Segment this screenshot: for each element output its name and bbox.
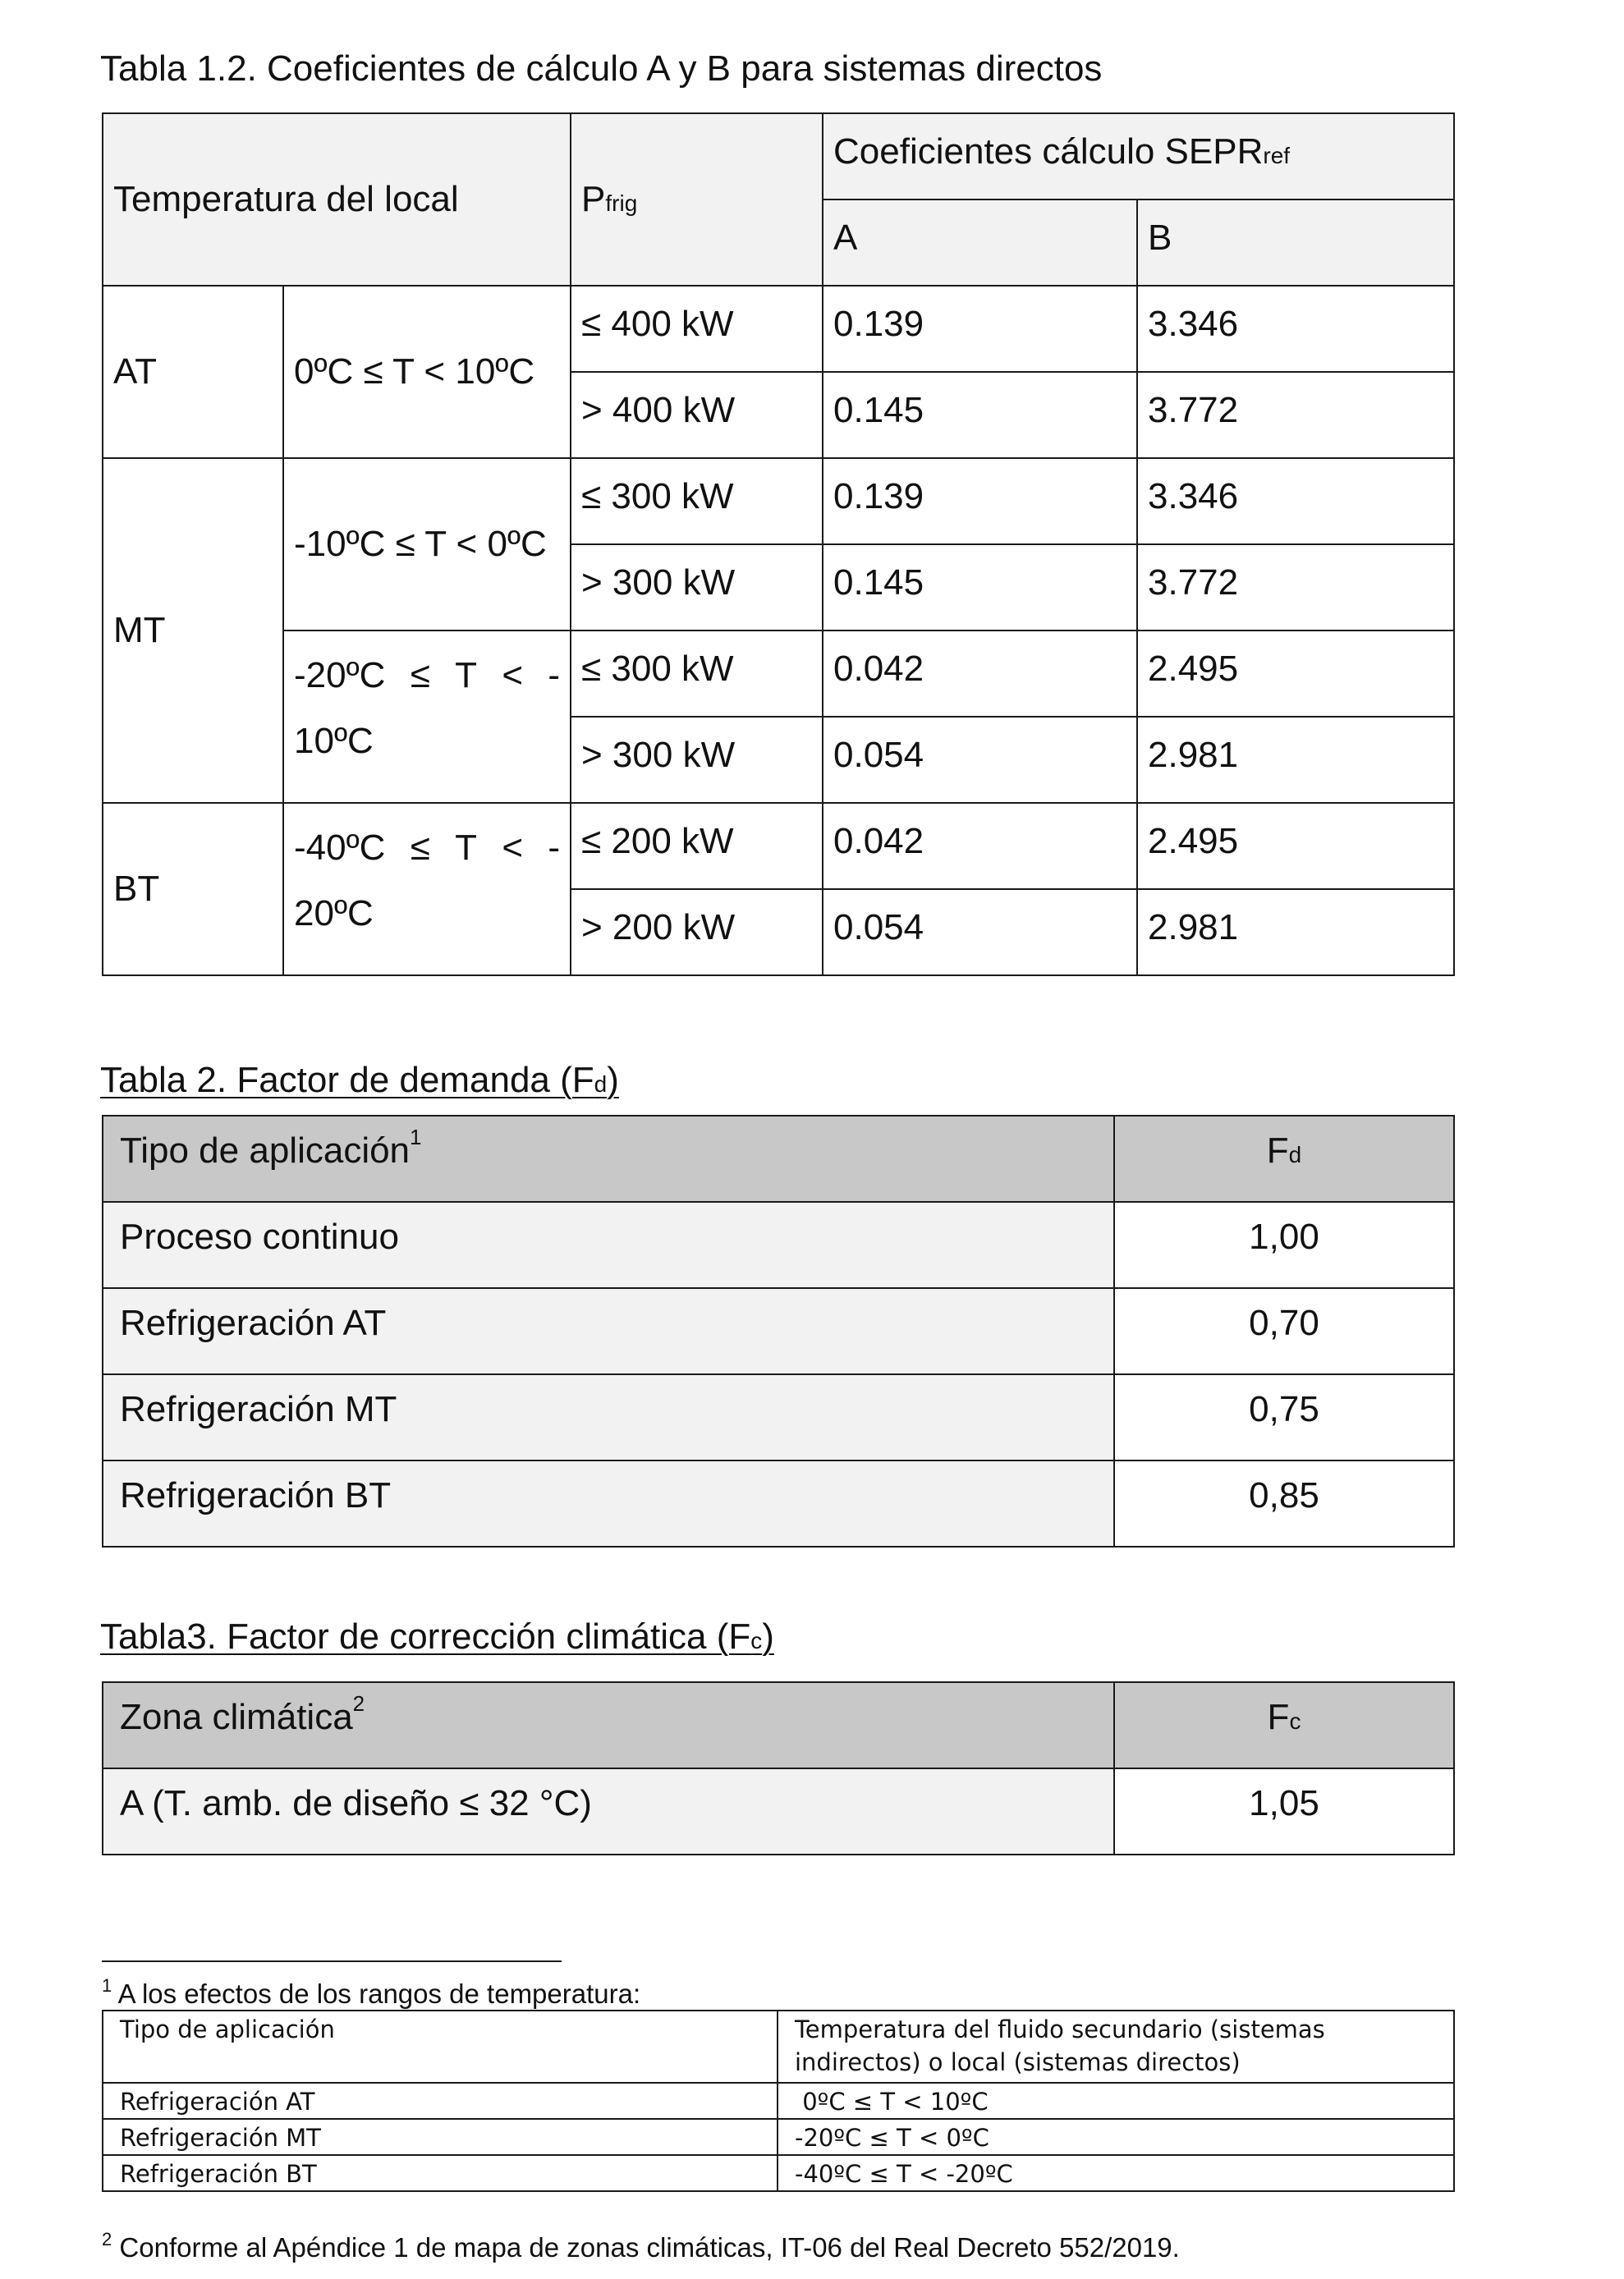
header-coeficientes: Coeficientes cálculo SEPRref: [823, 113, 1454, 199]
fn-header-temperatura: Temperatura del fluido secundario (sistemas indirectos) o local (sistemas directos): [778, 2011, 1454, 2083]
coef-a-cell: 0.139: [823, 286, 1137, 372]
table2-caption: Tabla 2. Factor de demanda (Fd): [100, 1060, 619, 1100]
coef-b-cell: 3.346: [1137, 458, 1454, 544]
pfrig-cell: > 300 kW: [571, 717, 823, 803]
header-temperatura-del-local: Temperatura del local: [103, 113, 571, 286]
pfrig-cell: ≤ 300 kW: [571, 458, 823, 544]
coef-a-cell: 0.145: [823, 372, 1137, 458]
range-at: 0ºC ≤ T < 10ºC: [283, 286, 571, 458]
demand-factor-table: [102, 1115, 1455, 1548]
fn-tipo-cell: Refrigeración BT: [103, 2155, 778, 2191]
coef-b-cell: 3.772: [1137, 544, 1454, 631]
header-tipo-aplicacion: Tipo de aplicación$^1$: [103, 1116, 1114, 1202]
header-fc: Fc: [1114, 1682, 1454, 1768]
range-mt2: -20ºC ≤ T < - 10ºC: [283, 631, 571, 803]
footnote-1-text: $^1$ A los efectos de los rangos de temperatura:: [102, 1975, 641, 2009]
coef-a-cell: 0.139: [823, 458, 1137, 544]
footnote-separator: [102, 1960, 562, 1962]
application-label: Refrigeración BT: [103, 1460, 1114, 1547]
pfrig-cell: > 300 kW: [571, 544, 823, 631]
group-mt: MT: [103, 458, 283, 803]
table3-caption: Tabla3. Factor de corrección climática (Fc): [100, 1616, 774, 1657]
range-mt1: -10ºC ≤ T < 0ºC: [283, 458, 571, 631]
pfrig-cell: ≤ 300 kW: [571, 631, 823, 717]
fn-header-tipo: Tipo de aplicación: [103, 2011, 778, 2083]
group-bt: BT: [103, 803, 283, 975]
coef-b-cell: 3.346: [1137, 286, 1454, 372]
fd-value: 0,75: [1114, 1374, 1454, 1460]
coef-b-cell: 2.495: [1137, 631, 1454, 717]
coef-b-cell: 2.981: [1137, 889, 1454, 975]
zone-label: A (T. amb. de diseño ≤ 32 °C): [103, 1768, 1114, 1855]
fc-value: 1,05: [1114, 1768, 1454, 1855]
coef-b-cell: 3.772: [1137, 372, 1454, 458]
header-zona-climatica: Zona climática$^2$: [103, 1682, 1114, 1768]
pfrig-cell: > 200 kW: [571, 889, 823, 975]
application-label: Refrigeración MT: [103, 1374, 1114, 1460]
coefficients-table: [102, 112, 1455, 976]
pfrig-cell: ≤ 400 kW: [571, 286, 823, 372]
header-fd: Fd: [1114, 1116, 1454, 1202]
coef-b-cell: 2.981: [1137, 717, 1454, 803]
coef-a-cell: 0.145: [823, 544, 1137, 631]
climate-correction-table: [102, 1681, 1455, 1855]
footnote-2-text: $^2$ Conforme al Apéndice 1 de mapa de zonas climáticas, IT-06 del Real Decreto 552/2019.: [102, 2229, 1180, 2263]
coef-a-cell: 0.042: [823, 803, 1137, 889]
fn-temp-cell: 0ºC ≤ T < 10ºC: [778, 2083, 1454, 2119]
application-label: Refrigeración AT: [103, 1288, 1114, 1374]
coef-a-cell: 0.054: [823, 717, 1137, 803]
group-at: AT: [103, 286, 283, 458]
fd-value: 0,70: [1114, 1288, 1454, 1374]
fn-temp-cell: -20ºC ≤ T < 0ºC: [778, 2119, 1454, 2155]
coef-a-cell: 0.042: [823, 631, 1137, 717]
application-label: Proceso continuo: [103, 1202, 1114, 1288]
coef-a-cell: 0.054: [823, 889, 1137, 975]
pfrig-cell: > 400 kW: [571, 372, 823, 458]
fd-value: 1,00: [1114, 1202, 1454, 1288]
table1-caption: Tabla 1.2. Coeficientes de cálculo A y B para sistemas directos: [100, 48, 1103, 89]
temperature-ranges-table: [102, 2010, 1455, 2192]
range-bt: -40ºC ≤ T < - 20ºC: [283, 803, 571, 975]
header-pfrig: Pfrig: [571, 113, 823, 286]
pfrig-cell: ≤ 200 kW: [571, 803, 823, 889]
fn-tipo-cell: Refrigeración AT: [103, 2083, 778, 2119]
fd-value: 0,85: [1114, 1460, 1454, 1547]
coef-b-cell: 2.495: [1137, 803, 1454, 889]
header-col-a: A: [823, 199, 1137, 286]
fn-tipo-cell: Refrigeración MT: [103, 2119, 778, 2155]
fn-temp-cell: -40ºC ≤ T < -20ºC: [778, 2155, 1454, 2191]
header-col-b: B: [1137, 199, 1454, 286]
